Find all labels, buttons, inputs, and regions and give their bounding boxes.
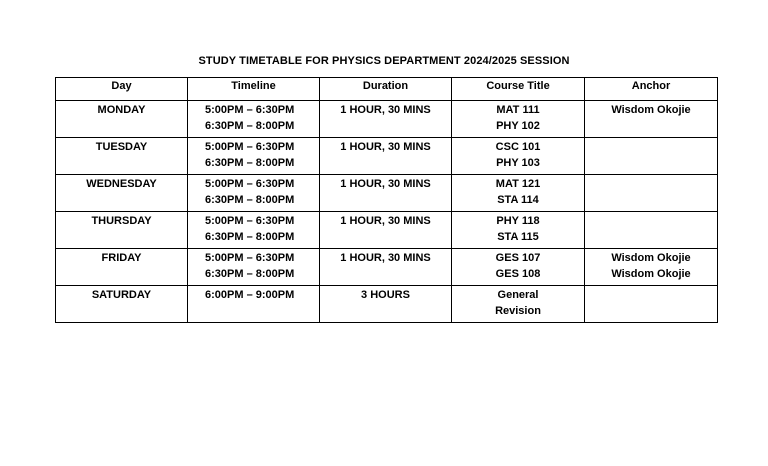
header-timeline: Timeline [188, 78, 320, 101]
anchor-name [589, 288, 713, 304]
anchor-name [589, 230, 713, 246]
course-title: MAT 111 [496, 104, 540, 116]
anchor-name [589, 214, 713, 230]
header-course-title: Course Title [452, 78, 585, 101]
day-cell: THURSDAY [56, 212, 188, 249]
anchor-name: Wisdom Okojie [611, 252, 691, 264]
timeline-cell [188, 286, 320, 323]
header-anchor: Anchor [585, 78, 718, 101]
day-cell: FRIDAY [56, 249, 188, 286]
header-duration: Duration [320, 78, 452, 101]
timeline-cell [188, 175, 320, 212]
timetable [55, 77, 718, 323]
time-slot: 6:30PM – 8:00PM [205, 119, 295, 132]
timeline-cell [188, 138, 320, 175]
course-cell [452, 138, 585, 175]
time-slot: 5:00PM – 6:30PM [205, 141, 295, 153]
anchor-cell [585, 175, 718, 212]
table-row [56, 138, 718, 175]
timeline-cell [188, 212, 320, 249]
duration-cell: 1 HOUR, 30 MINS [320, 138, 452, 175]
anchor-name [589, 193, 713, 209]
anchor-name: Wisdom Okojie [611, 104, 691, 116]
anchor-name [589, 156, 713, 172]
course-title: GES 107 [495, 252, 541, 264]
day-cell: TUESDAY [56, 138, 188, 175]
time-slot: 5:00PM – 6:30PM [205, 104, 295, 116]
time-slot: 5:00PM – 6:30PM [205, 215, 295, 227]
table-row [56, 212, 718, 249]
course-cell [452, 101, 585, 138]
course-cell [452, 249, 585, 286]
course-title: GES 108 [495, 267, 541, 280]
day-cell: SATURDAY [56, 286, 188, 323]
course-title: General [497, 289, 539, 301]
duration-cell: 1 HOUR, 30 MINS [320, 212, 452, 249]
course-title: STA 114 [497, 193, 539, 206]
duration-cell: 3 HOURS [320, 286, 452, 323]
timeline-cell [188, 249, 320, 286]
time-slot: 6:30PM – 8:00PM [205, 193, 295, 206]
table-row [56, 101, 718, 138]
time-slot [205, 304, 315, 320]
course-cell [452, 286, 585, 323]
anchor-name [589, 177, 713, 193]
course-cell [452, 175, 585, 212]
anchor-name [589, 119, 713, 135]
course-title: MAT 121 [495, 178, 541, 190]
header-row [56, 78, 718, 101]
day-cell: WEDNESDAY [56, 175, 188, 212]
time-slot: 5:00PM – 6:30PM [205, 252, 295, 264]
time-slot: 6:30PM – 8:00PM [205, 156, 295, 169]
table-row [56, 286, 718, 323]
time-slot: 6:30PM – 8:00PM [205, 267, 295, 280]
course-title: PHY 118 [496, 215, 540, 227]
table-row [56, 175, 718, 212]
day-cell: MONDAY [56, 101, 188, 138]
anchor-cell [585, 138, 718, 175]
course-cell [452, 212, 585, 249]
anchor-name [589, 140, 713, 156]
course-title: STA 115 [497, 230, 539, 243]
time-slot: 6:30PM – 8:00PM [205, 230, 295, 243]
page-title: STUDY TIMETABLE FOR PHYSICS DEPARTMENT 2024/2025 SESSION [198, 55, 570, 67]
duration-cell: 1 HOUR, 30 MINS [320, 101, 452, 138]
anchor-cell [585, 249, 718, 286]
header-day: Day [56, 78, 188, 101]
duration-cell: 1 HOUR, 30 MINS [320, 175, 452, 212]
anchor-cell [585, 212, 718, 249]
anchor-cell [585, 101, 718, 138]
course-title: PHY 102 [496, 119, 540, 132]
duration-cell: 1 HOUR, 30 MINS [320, 249, 452, 286]
anchor-name: Wisdom Okojie [611, 267, 691, 280]
anchor-cell [585, 286, 718, 323]
anchor-name [589, 304, 713, 320]
course-title: Revision [495, 304, 541, 317]
course-title: CSC 101 [495, 141, 541, 153]
time-slot: 6:00PM – 9:00PM [205, 289, 295, 301]
timeline-cell [188, 101, 320, 138]
time-slot: 5:00PM – 6:30PM [205, 178, 295, 190]
table-row [56, 249, 718, 286]
course-title: PHY 103 [496, 156, 540, 169]
